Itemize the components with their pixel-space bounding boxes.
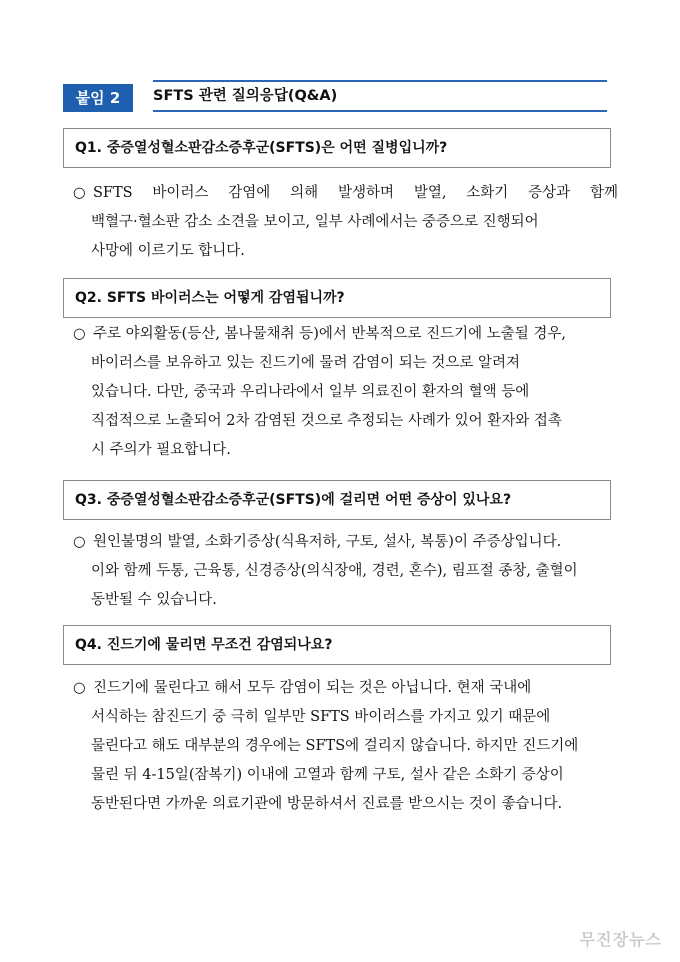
- question-box-2: Q2. SFTS 바이러스는 어떻게 감염됩니까?: [63, 278, 611, 318]
- answer-line: 서식하는 참진드기 중 극히 일부만 SFTS 바이러스를 가지고 있기 때문에: [91, 709, 551, 725]
- answer-line: 백혈구·혈소판 감소 소견을 보이고, 일부 사례에서는 중증으로 진행되어: [91, 214, 539, 230]
- answer-line: 물린다고 해도 대부분의 경우에는 SFTS에 걸리지 않습니다. 하지만 진드기에: [91, 738, 579, 754]
- bullet-icon: ○: [73, 534, 86, 550]
- answer-line: ○ 주로 야외활동(등산, 봄나물채취 등)에서 반복적으로 진드기에 노출될 경우,: [73, 320, 618, 349]
- watermark-logo: 무진장뉴스: [579, 930, 662, 949]
- answer-line: 있습니다. 다만, 중국과 우리나라에서 일부 의료진이 환자의 혈액 등에: [91, 384, 530, 400]
- answer-2: [73, 320, 618, 465]
- answer-line: 직접적으로 노출되어 2차 감염된 것으로 추정되는 사례가 있어 환자와 접촉: [91, 413, 562, 429]
- bullet-icon: ○: [73, 326, 86, 342]
- answer-line: 시 주의가 필요합니다.: [91, 442, 231, 458]
- answer-line: 동반된다면 가까운 의료기관에 방문하셔서 진료를 받으시는 것이 좋습니다.: [91, 796, 563, 812]
- attachment-header: [63, 80, 607, 114]
- bullet-icon: ○: [73, 185, 86, 201]
- answer-line: 물린 뒤 4-15일(잠복기) 이내에 고열과 함께 구토, 설사 같은 소화기 증상이: [91, 767, 564, 783]
- answer-3: [73, 528, 618, 615]
- answer-line: 바이러스를 보유하고 있는 진드기에 물려 감염이 되는 것으로 알려져: [91, 355, 521, 371]
- question-box-3: Q3. 중증열성혈소판감소증후군(SFTS)에 걸리면 어떤 증상이 있나요?: [63, 480, 611, 520]
- bullet-icon: ○: [73, 680, 86, 696]
- answer-line: 이와 함께 두통, 근육통, 신경증상(의식장애, 경련, 혼수), 림프절 종창, 출혈이: [91, 563, 578, 579]
- question-box-4: Q4. 진드기에 물리면 무조건 감염되나요?: [63, 625, 611, 665]
- answer-line: ○ 진드기에 물린다고 해서 모두 감염이 되는 것은 아닙니다. 현재 국내에: [73, 674, 618, 703]
- attachment-badge: 붙임 2: [63, 84, 133, 112]
- answer-line: ○ 원인불명의 발열, 소화기증상(식욕저하, 구토, 설사, 복통)이 주증상입니다.: [73, 528, 618, 557]
- answer-4: [73, 674, 618, 819]
- answer-line: 동반될 수 있습니다.: [91, 592, 217, 608]
- document-title: SFTS 관련 질의응답(Q&A): [153, 80, 607, 112]
- answer-line: 사망에 이르기도 합니다.: [91, 243, 245, 259]
- question-box-1: Q1. 중증열성혈소판감소증후군(SFTS)은 어떤 질병입니까?: [63, 128, 611, 168]
- answer-1: [73, 179, 618, 266]
- answer-line: ○ SFTS 바이러스 감염에 의해 발생하며 발열, 소화기 증상과 함께: [73, 179, 618, 208]
